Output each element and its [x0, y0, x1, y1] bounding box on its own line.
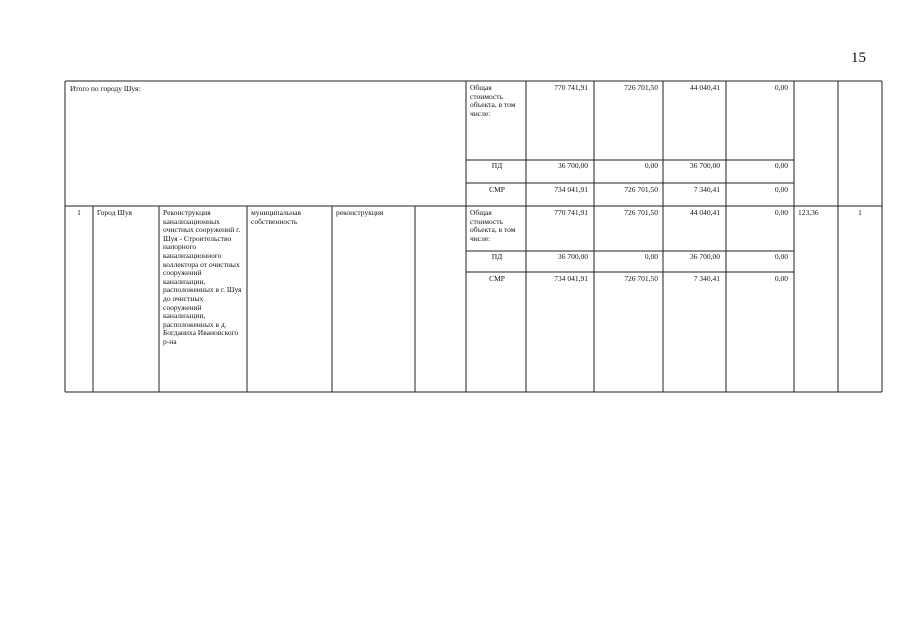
- item-pd-v3: 0,00: [774, 252, 788, 261]
- item-smr-v3: 0,00: [774, 274, 788, 283]
- total-general-v3: 0,00: [774, 83, 788, 92]
- item-count: 1: [858, 208, 862, 217]
- total-type-smr: СМР: [489, 185, 505, 194]
- item-type-pd: ПД: [491, 252, 503, 261]
- item-pd-v1: 0,00: [644, 252, 658, 261]
- item-general-v1: 726 701,50: [624, 208, 658, 217]
- total-smr-v2: 7 340,41: [693, 185, 720, 194]
- total-pd-v1: 0,00: [644, 161, 658, 170]
- item-name: Реконструкция канализационных очистных сооружений г. Шуя - Строительство напорного канализационного коллектора от очистных сооружений канализации, расположенных в г. Шуя до очистных сооружений канализации, расположенных в д. Богданиха Ивановского р-на: [163, 208, 242, 346]
- total-row-label: Итого по городу Шуя:: [70, 84, 141, 93]
- total-smr-v3: 0,00: [774, 185, 788, 194]
- item-smr-v1: 726 701,50: [624, 274, 658, 283]
- total-type-general: Общая стоимость объекта, в том числе:: [470, 83, 516, 118]
- item-work-type: реконструкция: [336, 208, 384, 217]
- item-ownership: муниципальная собственность: [251, 208, 301, 226]
- total-pd-v3: 0,00: [774, 161, 788, 170]
- total-pd-v2: 36 700,00: [690, 161, 720, 170]
- item-city: Город Шуя: [97, 208, 132, 217]
- item-type-smr: СМР: [489, 274, 505, 283]
- item-general-v2: 44 040,41: [690, 208, 720, 217]
- total-smr-total: 734 041,91: [554, 185, 588, 194]
- total-general-v2: 44 040,41: [690, 83, 720, 92]
- item-pd-total: 36 700,00: [558, 252, 588, 261]
- item-pd-v2: 36 700,00: [690, 252, 720, 261]
- item-general-v3: 0,00: [774, 208, 788, 217]
- item-smr-total: 734 041,91: [554, 274, 588, 283]
- item-general-total: 770 741,91: [554, 208, 588, 217]
- total-general-v1: 726 701,50: [624, 83, 658, 92]
- item-smr-v2: 7 340,41: [693, 274, 720, 283]
- page-number: 15: [851, 50, 866, 66]
- total-smr-v1: 726 701,50: [624, 185, 658, 194]
- item-index: 1: [77, 208, 81, 217]
- total-pd-total: 36 700,00: [558, 161, 588, 170]
- total-type-pd: ПД: [491, 161, 503, 170]
- item-type-general: Общая стоимость объекта, в том числе:: [470, 208, 516, 243]
- total-general-total: 770 741,91: [554, 83, 588, 92]
- item-capacity: 123,36: [798, 208, 819, 217]
